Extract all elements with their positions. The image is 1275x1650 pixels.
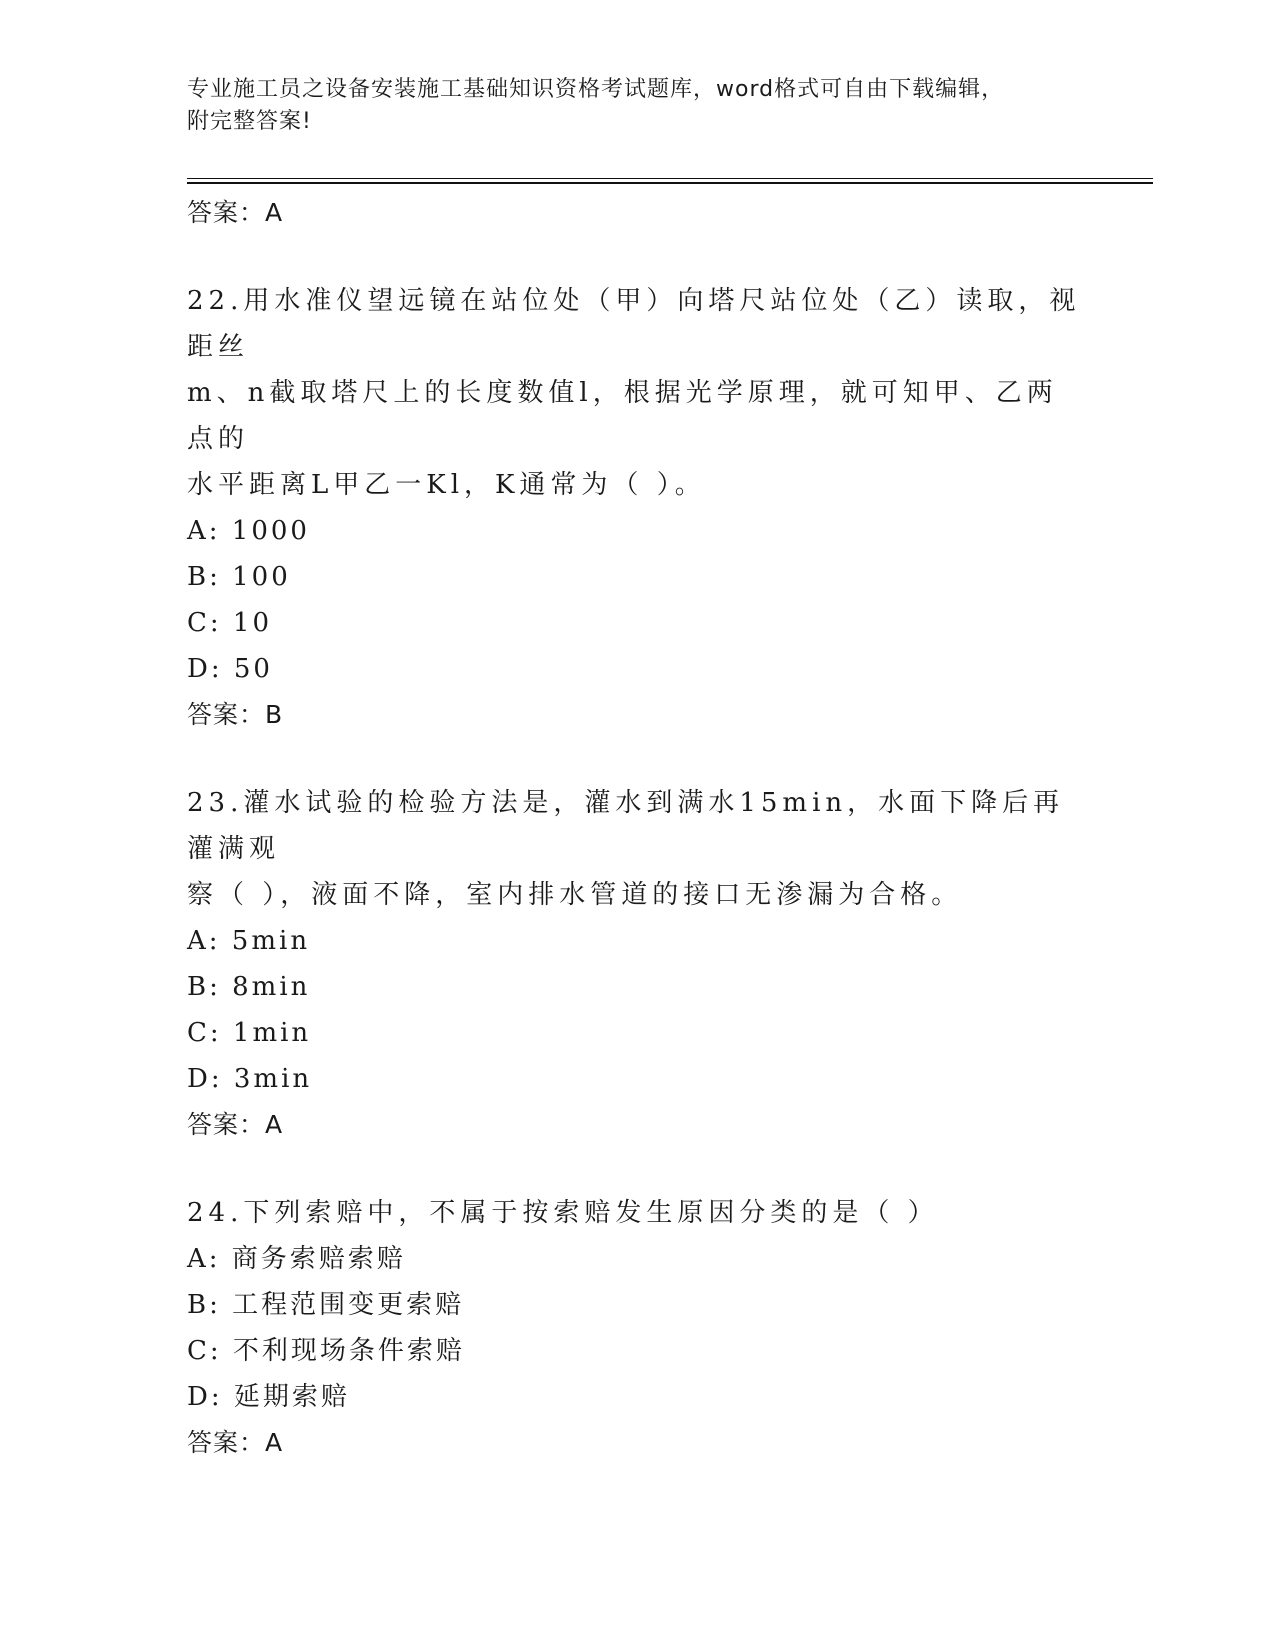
option-b: B: 8min [187,972,311,1002]
header-line-2: 附完整答案! [187,109,312,134]
spacer [187,236,1087,278]
header-divider-thick [187,182,1153,184]
option-b: B: 工程范围变更索赔 [187,1290,465,1320]
option-a: A: 1000 [187,516,310,546]
question-line: 24.下列索赔中，不属于按索赔发生原因分类的是（ ） [187,1198,939,1228]
option-b: B: 100 [187,562,291,592]
question-block [187,278,1087,738]
option-c: C: 1min [187,1018,312,1048]
header-line-1: 专业施工员之设备安装施工基础知识资格考试题库，word格式可自由下载编辑， [187,77,1005,102]
previous-answer: 答案：A [187,198,284,227]
answer-line: 答案：A [187,1428,284,1457]
question-text [187,780,1087,918]
question-line: 察（ ），液面不降，室内排水管道的接口无渗漏为合格。 [187,880,963,910]
question-line: m、n截取塔尺上的长度数值l，根据光学原理，就可知甲、乙两点的 [187,378,1058,454]
question-line: 水平距离L甲乙一Kl，K通常为（ ）。 [187,470,706,500]
option-d: D: 延期索赔 [187,1382,350,1412]
spacer [187,1148,1087,1190]
question-block [187,780,1087,1148]
question-text [187,1190,1087,1236]
option-a: A: 商务索赔索赔 [187,1244,406,1274]
option-a: A: 5min [187,926,311,956]
question-block [187,1190,1087,1466]
question-line: 23.灌水试验的检验方法是，灌水到满水15min，水面下降后再灌满观 [187,788,1065,864]
question-text [187,278,1087,508]
document-header [187,74,1067,138]
option-d: D: 3min [187,1064,313,1094]
question-line: 22.用水准仪望远镜在站位处（甲）向塔尺站位处（乙）读取，视距丝 [187,286,1081,362]
header-divider-thin [187,178,1153,179]
option-c: C: 10 [187,608,273,638]
option-d: D: 50 [187,654,273,684]
answer-line: 答案：A [187,1110,284,1139]
answer-line: 答案：B [187,700,284,729]
question-list [187,190,1087,1466]
option-c: C: 不利现场条件索赔 [187,1336,465,1366]
spacer [187,738,1087,780]
